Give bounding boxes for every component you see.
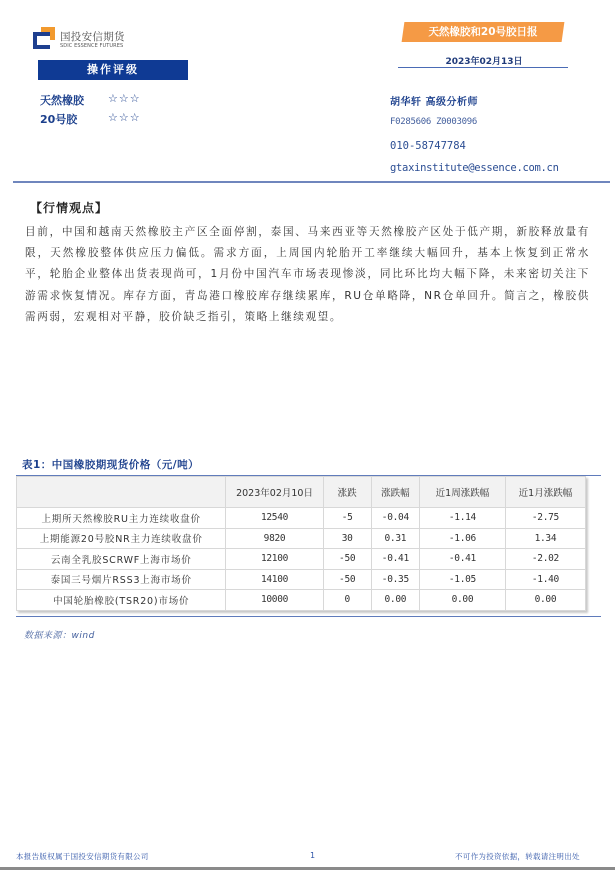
divider — [13, 181, 610, 183]
cell-pct: -0.04 — [371, 508, 419, 529]
company-logo — [33, 25, 153, 55]
cell-name: 中国轮胎橡胶(TSR20)市场价 — [17, 590, 226, 611]
cell-month: -1.40 — [505, 569, 585, 590]
cell-change: -5 — [323, 508, 371, 529]
logo-en-text: SDIC ESSENCE FUTURES — [60, 43, 124, 49]
column-header: 近1周涨跌幅 — [420, 477, 506, 508]
cell-name: 上期能源20号胶NR主力连续收盘价 — [17, 528, 226, 549]
cell-change: -50 — [323, 549, 371, 570]
logo-cn-text: 国投安信期货 — [60, 31, 125, 43]
cell-month: -2.02 — [505, 549, 585, 570]
analyst-phone: 010-58747784 — [390, 140, 466, 152]
cell-pct: -0.35 — [371, 569, 419, 590]
cell-price: 9820 — [226, 528, 323, 549]
table-row — [17, 549, 586, 570]
divider — [398, 67, 568, 68]
table-row — [17, 590, 586, 611]
table-row — [17, 508, 586, 529]
rating-product: 20号胶 — [40, 113, 78, 126]
column-header: 2023年02月10日 — [226, 477, 323, 508]
cell-week: 0.00 — [420, 590, 506, 611]
rating-row-tsr20 — [40, 111, 141, 127]
analyst-email-link[interactable]: gtaxinstitute@essence.com.cn — [390, 162, 559, 174]
cell-month: 0.00 — [505, 590, 585, 611]
cell-name: 上期所天然橡胶RU主力连续收盘价 — [17, 508, 226, 529]
footer-copyright: 本报告版权属于国投安信期货有限公司 — [16, 852, 149, 861]
divider — [16, 616, 601, 617]
table-caption: 表1：中国橡胶期现货价格（元/吨） — [22, 459, 200, 471]
cell-month: -2.75 — [505, 508, 585, 529]
cell-change: 30 — [323, 528, 371, 549]
cell-month: 1.34 — [505, 528, 585, 549]
table-header-row — [17, 477, 586, 508]
cell-price: 12540 — [226, 508, 323, 529]
report-date: 2023年02月13日 — [445, 57, 523, 67]
cell-week: -1.14 — [420, 508, 506, 529]
price-table — [16, 476, 586, 611]
cell-change: -50 — [323, 569, 371, 590]
cell-name: 云南全乳胶SCRWF上海市场价 — [17, 549, 226, 570]
star-rating-icon: ☆☆☆ — [108, 92, 141, 105]
rating-header: 操作评级 — [38, 60, 188, 80]
rating-row-natural-rubber — [40, 92, 141, 108]
cell-pct: -0.41 — [371, 549, 419, 570]
table-row — [17, 569, 586, 590]
cell-change: 0 — [323, 590, 371, 611]
cell-name: 泰国三号烟片RSS3上海市场价 — [17, 569, 226, 590]
cell-price: 10000 — [226, 590, 323, 611]
analyst-name: 胡华轩 高级分析师 — [390, 97, 478, 108]
cell-pct: 0.00 — [371, 590, 419, 611]
cell-pct: 0.31 — [371, 528, 419, 549]
table-row — [17, 528, 586, 549]
page-number: 1 — [310, 851, 316, 860]
section-heading: 【行情观点】 — [30, 201, 109, 215]
column-header: 涨跌 — [323, 477, 371, 508]
analyst-license: F0285606 Z0003096 — [390, 117, 478, 127]
cell-week: -1.06 — [420, 528, 506, 549]
column-header: 近1月涨跌幅 — [505, 477, 585, 508]
cell-week: -1.05 — [420, 569, 506, 590]
logo-mark-icon — [33, 27, 55, 49]
footer-disclaimer: 不可作为投资依据，转载请注明出处 — [455, 852, 580, 861]
star-rating-icon: ☆☆☆ — [108, 111, 141, 124]
column-header: 涨跌幅 — [371, 477, 419, 508]
data-source-note: 数据来源：wind — [24, 631, 95, 641]
cell-price: 14100 — [226, 569, 323, 590]
cell-week: -0.41 — [420, 549, 506, 570]
rating-product: 天然橡胶 — [40, 94, 84, 107]
report-title: 天然橡胶和20号胶日报 — [428, 26, 538, 38]
column-header — [17, 477, 226, 508]
cell-price: 12100 — [226, 549, 323, 570]
market-view-paragraph: 目前，中国和越南天然橡胶主产区全面停割，泰国、马来西亚等天然橡胶产区处于低产期，新胶释放量有限，天然橡胶整体供应压力偏低。需求方面，上周国内轮胎开工率继续大幅回升，基本上恢复到正常水平，轮胎企业整体出货表现尚可，1月份中国汽车市场表现惨淡，同比环比均大幅下降，未来密切关注下游需求恢复情况。库存方面，青岛港口橡胶库存继续累库，RU仓单略降，NR仓单回升。简言之，橡胶供需两弱，宏观相对平静，胶价缺乏指引，策略上继续观望。 — [25, 226, 590, 323]
